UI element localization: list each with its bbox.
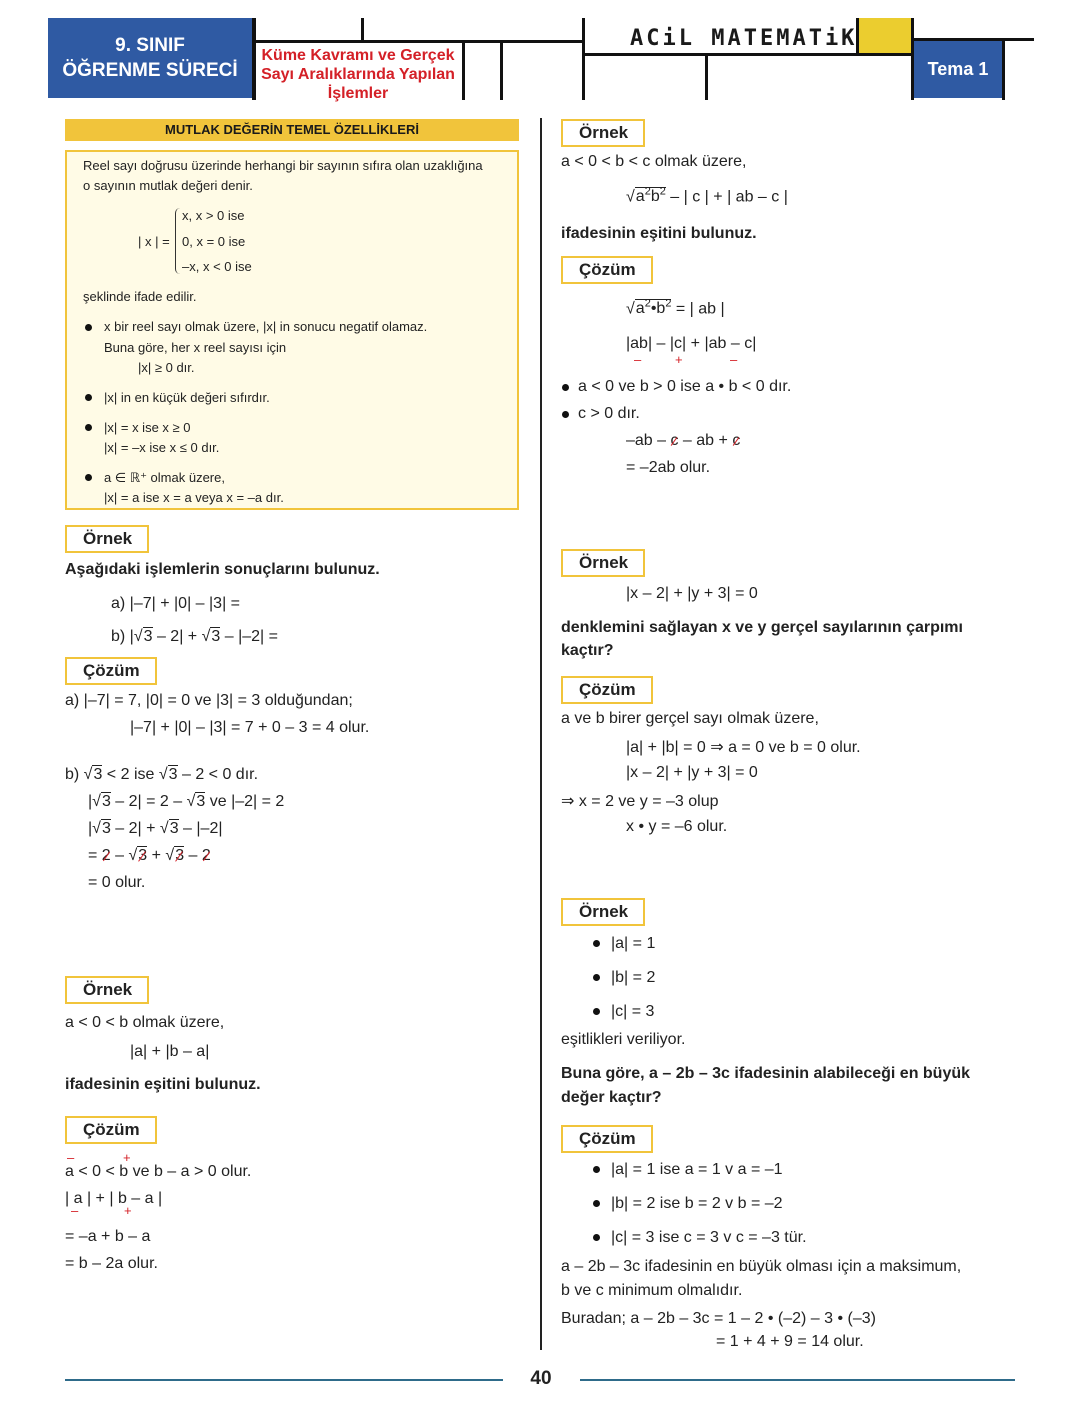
definition-brace	[175, 208, 182, 274]
definition-case-3: –x, x < 0 ise	[182, 259, 252, 274]
bullet-icon	[593, 1234, 600, 1241]
example-5-solution-5: b ve c minimum olmalıdır.	[561, 1282, 743, 1299]
example-1-solution-b-5: = 0 olur.	[88, 874, 146, 891]
bullet-icon	[562, 384, 569, 391]
example-4-question-1: denklemini sağlayan x ve y gerçel sayılarının çarpımı	[561, 619, 963, 636]
solution-label: Çözüm	[561, 1125, 653, 1153]
property-1-line-3: |x| ≥ 0 dır.	[138, 360, 195, 375]
brand-logo: ACiL MATEMATiK	[630, 26, 858, 51]
example-2-expression: |a| + |b – a|	[130, 1043, 210, 1060]
example-5-given-3: |c| = 3	[611, 1003, 655, 1020]
column-divider	[540, 118, 542, 1350]
example-3-solution-1: $√a^2•b^2$ = | ab |	[626, 298, 725, 318]
example-5-question-2: değer kaçtır?	[561, 1089, 662, 1106]
bullet-icon	[593, 1200, 600, 1207]
example-1-item-a: a) |–7| + |0| – |3| =	[111, 595, 241, 612]
example-label: Örnek	[65, 525, 149, 553]
example-label: Örnek	[561, 898, 645, 926]
topic-title: Küme Kavramı ve Gerçek Sayı Aralıklarında Yapılan İşlemler	[261, 47, 455, 102]
bullet-icon	[562, 411, 569, 418]
bullet-icon	[85, 474, 92, 481]
example-2-solution-3: = –a + b – a	[65, 1228, 151, 1245]
bullet-icon	[593, 940, 600, 947]
theory-intro-2: o sayının mutlak değeri denir.	[83, 178, 253, 193]
property-1-line-2: Buna göre, her x reel sayısı için	[104, 340, 287, 355]
grade-label: 9. SINIF	[115, 35, 185, 56]
sign-minus-mark: –	[634, 352, 642, 367]
example-4-equation: |x – 2| + |y + 3| = 0	[626, 585, 758, 602]
example-2-solution-4: = b – 2a olur.	[65, 1255, 158, 1272]
theory-intro-1: Reel sayı doğrusu üzerinde herhangi bir sayının sıfıra olan uzaklığına	[83, 158, 483, 173]
example-5-solution-3: |c| = 3 ise c = 3 v c = –3 tür.	[611, 1229, 807, 1246]
process-label: ÖĞRENME SÜRECİ	[62, 60, 238, 81]
example-3-question: ifadesinin eşitini bulunuz.	[561, 225, 757, 242]
example-label: Örnek	[561, 549, 645, 577]
example-5-solution-1: |a| = 1 ise a = 1 v a = –1	[611, 1161, 783, 1178]
example-5-given-1: |a| = 1	[611, 935, 656, 952]
solution-label: Çözüm	[561, 676, 653, 704]
example-4-solution-5: x • y = –6 olur.	[626, 818, 728, 835]
property-1-line-1: x bir reel sayı olmak üzere, |x| in sonucu negatif olamaz.	[104, 319, 428, 334]
example-1-solution-b-4: = 2 – √3 + √3 – 2	[88, 847, 211, 864]
header-divider	[582, 18, 585, 100]
header-divider	[1002, 38, 1005, 100]
example-2-given: a < 0 < b olmak üzere,	[65, 1014, 225, 1031]
example-3-expression-tail: – | c | + | ab – c |	[665, 188, 788, 206]
theory-expressed: şeklinde ifade edilir.	[83, 289, 197, 304]
bullet-icon	[85, 394, 92, 401]
page-number: 40	[530, 1368, 552, 1389]
definition-case-2: 0, x = 0 ise	[182, 234, 246, 249]
header-divider	[462, 40, 465, 100]
property-3-line-2: |x| = –x ise x ≤ 0 dır.	[104, 440, 220, 455]
example-label: Örnek	[561, 119, 645, 147]
example-3-bullet-2: c > 0 dır.	[578, 405, 640, 422]
footer-rule-right	[580, 1379, 1015, 1381]
example-3-expression: $√a^2b^2$ – | c | + | ab – c |	[626, 186, 788, 206]
example-3-bullet-1: a < 0 ve b > 0 ise a • b < 0 dır.	[578, 378, 792, 395]
example-4-question-2: kaçtır?	[561, 642, 614, 659]
bullet-icon	[593, 1166, 600, 1173]
example-4-solution-4: ⇒ x = 2 ve y = –3 olup	[561, 793, 719, 810]
example-5-solution-7: = 1 + 4 + 9 = 14 olur.	[716, 1333, 864, 1350]
sign-plus-mark: +	[123, 1150, 131, 1165]
bullet-icon	[593, 974, 600, 981]
example-label: Örnek	[65, 976, 149, 1004]
footer-rule-left	[65, 1379, 503, 1381]
example-1-solution-a-1: a) |–7| = 7, |0| = 0 ve |3| = 3 olduğundan;	[65, 692, 353, 709]
header-divider	[582, 53, 912, 56]
example-5-given-2: |b| = 2	[611, 969, 656, 986]
example-3-solution-4: –ab – c – ab + c	[626, 432, 741, 449]
example-2-question: ifadesinin eşitini bulunuz.	[65, 1076, 261, 1093]
sign-plus-mark: +	[675, 352, 683, 367]
header-divider	[500, 40, 503, 100]
theme-label: Tema 1	[927, 59, 989, 79]
theory-title: MUTLAK DEĞERİN TEMEL ÖZELLİKLERİ	[65, 119, 519, 141]
header-divider	[252, 40, 582, 43]
solution-label: Çözüm	[561, 256, 653, 284]
example-2-solution-1: a < 0 < b ve b – a > 0 olur.	[65, 1163, 252, 1180]
property-4-line-1: a ∈ ℝ⁺ olmak üzere,	[104, 470, 225, 485]
example-1-item-b: b) |√3 – 2| + √3 – |–2| =	[111, 628, 278, 645]
example-4-solution-1: a ve b birer gerçel sayı olmak üzere,	[561, 710, 819, 727]
bullet-icon	[85, 424, 92, 431]
example-5-solution-4: a – 2b – 3c ifadesinin en büyük olması için a maksimum,	[561, 1258, 962, 1275]
example-1-b-prefix: b) |	[111, 628, 134, 645]
sign-minus-mark: –	[67, 1150, 75, 1165]
example-2-solution-2: | a | + | b – a |	[65, 1190, 163, 1207]
header-divider	[361, 18, 364, 42]
property-2: |x| in en küçük değeri sıfırdır.	[104, 390, 270, 405]
property-4-line-2: |x| = a ise x = a veya x = –a dır.	[104, 490, 284, 505]
example-4-solution-2: |a| + |b| = 0 ⇒ a = 0 ve b = 0 olur.	[626, 739, 861, 756]
grade-badge	[48, 18, 252, 98]
example-3-solution-eq: = | ab |	[671, 300, 725, 318]
example-3-solution-5: = –2ab olur.	[626, 459, 711, 476]
bullet-icon	[593, 1008, 600, 1015]
sign-minus-mark: –	[730, 352, 738, 367]
theme-badge	[914, 41, 1002, 98]
example-4-solution-3: |x – 2| + |y + 3| = 0	[626, 764, 758, 781]
example-1-question: Aşağıdaki işlemlerin sonuçlarını bulunuz.	[65, 561, 380, 578]
example-3-solution-2: |ab| – |c| + |ab – c|	[626, 335, 757, 352]
example-3-given: a < 0 < b < c olmak üzere,	[561, 153, 747, 170]
property-3-line-1: |x| = x ise x ≥ 0	[104, 420, 191, 435]
sign-minus-mark: –	[71, 1203, 79, 1218]
example-1-solution-b-1: b) √3 < 2 ise √3 – 2 < 0 dır.	[65, 766, 259, 783]
example-5-given-text: eşitlikleri veriliyor.	[561, 1031, 686, 1048]
solution-label: Çözüm	[65, 1116, 157, 1144]
example-1-solution-b-3: |√3 – 2| + √3 – |–2|	[88, 820, 223, 837]
example-5-question-1: Buna göre, a – 2b – 3c ifadesinin alabileceği en büyük	[561, 1065, 971, 1082]
header-yellow-block	[859, 18, 911, 53]
example-1-solution-b-2: |√3 – 2| = 2 – √3 ve |–2| = 2	[88, 793, 285, 810]
header-divider	[705, 53, 708, 100]
example-1-solution-a-2: |–7| + |0| – |3| = 7 + 0 – 3 = 4 olur.	[130, 719, 370, 736]
example-5-solution-6: Buradan; a – 2b – 3c = 1 – 2 • (–2) – 3 • (–3)	[561, 1310, 876, 1327]
definition-lhs: | x | =	[138, 234, 170, 249]
bullet-icon	[85, 324, 92, 331]
sign-plus-mark: +	[124, 1203, 132, 1218]
solution-label: Çözüm	[65, 657, 157, 685]
definition-case-1: x, x > 0 ise	[182, 208, 245, 223]
example-5-solution-2: |b| = 2 ise b = 2 v b = –2	[611, 1195, 783, 1212]
